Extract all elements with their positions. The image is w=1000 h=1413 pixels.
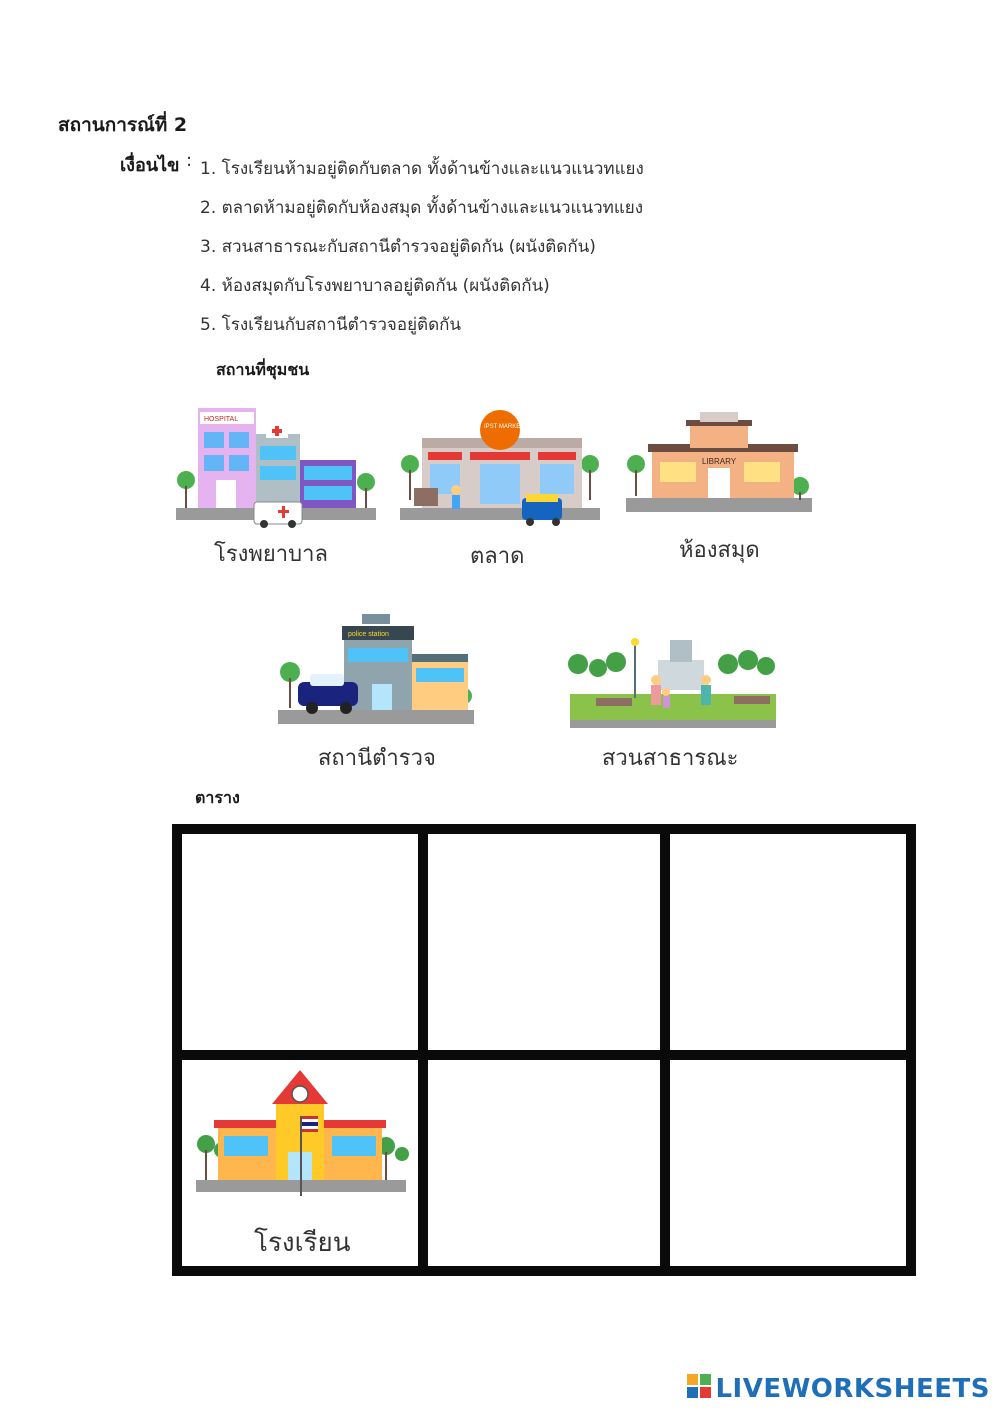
market-sign: IPST MARKET xyxy=(484,424,524,430)
condition-item: 2. ตลาดห้ามอยู่ติดกับห้องสมุด ทั้งด้านข้างและแนวแนวทแยง xyxy=(200,198,644,218)
grid-cell-r1-c2[interactable] xyxy=(428,834,660,1050)
police-sign: police station xyxy=(348,631,389,638)
hospital-label: โรงพยาบาล xyxy=(214,542,328,567)
market-label: ตลาด xyxy=(470,544,525,569)
library-sign: LIBRARY xyxy=(702,457,737,466)
market-illustration xyxy=(398,408,603,533)
grid-divider-vertical-2 xyxy=(660,824,670,1276)
market-card[interactable] xyxy=(398,408,603,533)
condition-item: 4. ห้องสมุดกับโรงพยาบาลอยู่ติดกัน (ผนังติดกัน) xyxy=(200,276,550,296)
places-label: สถานที่ชุมชน xyxy=(216,360,310,379)
conditions-label: เงื่อนไข xyxy=(120,155,180,176)
answer-grid xyxy=(172,824,916,1276)
hospital-illustration xyxy=(174,400,379,530)
grid-divider-horizontal xyxy=(172,1050,916,1060)
hospital-card[interactable] xyxy=(174,400,379,530)
liveworksheets-logo-icon xyxy=(687,1374,711,1405)
grid-cell-r1-c3[interactable] xyxy=(670,834,906,1050)
police-station-card[interactable] xyxy=(276,612,476,730)
conditions-separator: : xyxy=(186,150,193,171)
park-illustration xyxy=(566,632,778,732)
park-card[interactable] xyxy=(566,632,778,732)
grid-label: ตาราง xyxy=(195,788,240,807)
grid-border-left xyxy=(172,824,182,1276)
condition-item: 3. สวนสาธารณะกับสถานีตำรวจอยู่ติดกัน (ผนังติดกัน) xyxy=(200,237,596,257)
school-illustration xyxy=(190,1064,410,1214)
liveworksheets-logo-text: LIVEWORKSHEETS xyxy=(715,1374,990,1404)
scenario-title: สถานการณ์ที่ 2 xyxy=(58,114,188,136)
police-station-label: สถานีตำรวจ xyxy=(318,746,436,771)
police-station-illustration xyxy=(276,612,476,730)
liveworksheets-logo[interactable] xyxy=(687,1374,990,1405)
grid-border-bottom xyxy=(172,1266,916,1276)
grid-border-right xyxy=(906,824,916,1276)
grid-divider-vertical-1 xyxy=(418,824,428,1276)
grid-cell-r2-c1[interactable] xyxy=(182,1060,418,1266)
conditions-list xyxy=(200,150,644,345)
library-label: ห้องสมุด xyxy=(679,538,760,563)
grid-cell-r2-c2[interactable] xyxy=(428,1060,660,1266)
condition-item: 5. โรงเรียนกับสถานีตำรวจอยู่ติดกัน xyxy=(200,315,462,335)
library-card[interactable] xyxy=(624,402,814,522)
grid-cell-r2-c3[interactable] xyxy=(670,1060,906,1266)
school-label: โรงเรียน xyxy=(254,1228,351,1258)
library-illustration xyxy=(624,402,814,522)
grid-cell-r1-c1[interactable] xyxy=(182,834,418,1050)
hospital-sign: HOSPITAL xyxy=(204,416,239,423)
park-label: สวนสาธารณะ xyxy=(602,746,739,771)
grid-border-top xyxy=(172,824,916,834)
condition-item: 1. โรงเรียนห้ามอยู่ติดกับตลาด ทั้งด้านข้างและแนวแนวทแยง xyxy=(200,159,644,179)
